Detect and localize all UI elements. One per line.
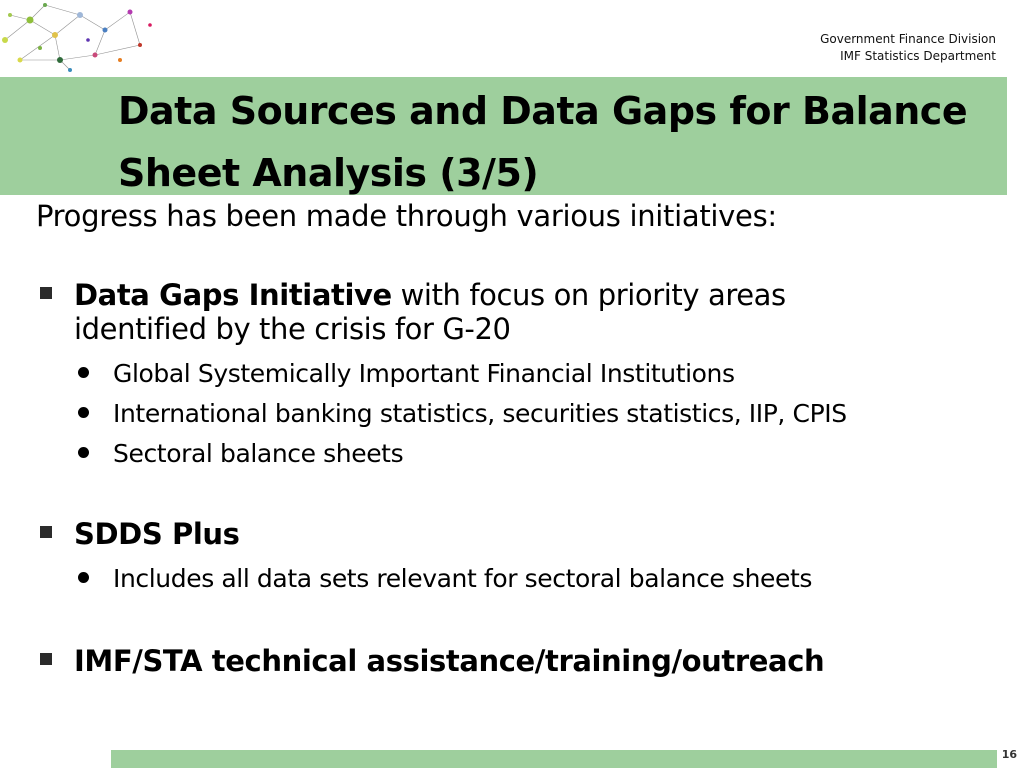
intro-text: Progress has been made through various initiatives:	[36, 199, 777, 233]
bullet-sdds-plus	[38, 517, 998, 599]
sub-bullet-list	[38, 354, 998, 474]
bullet-bold-label: SDDS Plus	[74, 517, 240, 551]
bullet-bold-label: IMF/STA technical assistance/training/outreach	[74, 644, 825, 678]
page-number: 16	[1001, 748, 1017, 761]
bullet-rest-line1: with focus on priority areas	[391, 278, 786, 312]
sub-bullet-text: Includes all data sets relevant for sectoral balance sheets	[113, 564, 813, 593]
square-bullet-icon	[40, 526, 52, 538]
sub-bullet-text: Sectoral balance sheets	[113, 439, 404, 468]
round-bullet-icon	[78, 407, 89, 418]
round-bullet-icon	[78, 367, 89, 378]
square-bullet-icon	[40, 653, 52, 665]
sub-bullet-item	[38, 434, 998, 474]
footer-bar	[111, 750, 997, 768]
square-bullet-icon	[40, 287, 52, 299]
network-graph-logo	[0, 0, 160, 76]
sub-bullet-text: Global Systemically Important Financial Institutions	[113, 359, 735, 388]
bullet-text	[38, 644, 998, 678]
title-line-2: Sheet Analysis (3/5)	[118, 151, 539, 195]
slide-title	[118, 80, 998, 204]
sub-bullet-item	[38, 559, 998, 599]
bullet-bold-label: Data Gaps Initiative	[74, 278, 392, 312]
bullet-text	[38, 278, 998, 346]
round-bullet-icon	[78, 447, 89, 458]
bullet-text	[38, 517, 998, 551]
sub-bullet-text: International banking statistics, securities statistics, IIP, CPIS	[113, 399, 847, 428]
title-line-1: Data Sources and Data Gaps for Balance	[118, 89, 968, 133]
round-bullet-icon	[78, 572, 89, 583]
bullet-imf-sta-technical-assistance	[38, 644, 998, 678]
department-label: IMF Statistics Department	[840, 49, 996, 63]
division-label: Government Finance Division	[820, 32, 996, 46]
bullet-rest-line2: identified by the crisis for G-20	[74, 312, 511, 346]
organization-header	[820, 31, 996, 65]
bullet-data-gaps-initiative	[38, 278, 998, 474]
sub-bullet-item	[38, 354, 998, 394]
sub-bullet-item	[38, 394, 998, 434]
sub-bullet-list	[38, 559, 998, 599]
